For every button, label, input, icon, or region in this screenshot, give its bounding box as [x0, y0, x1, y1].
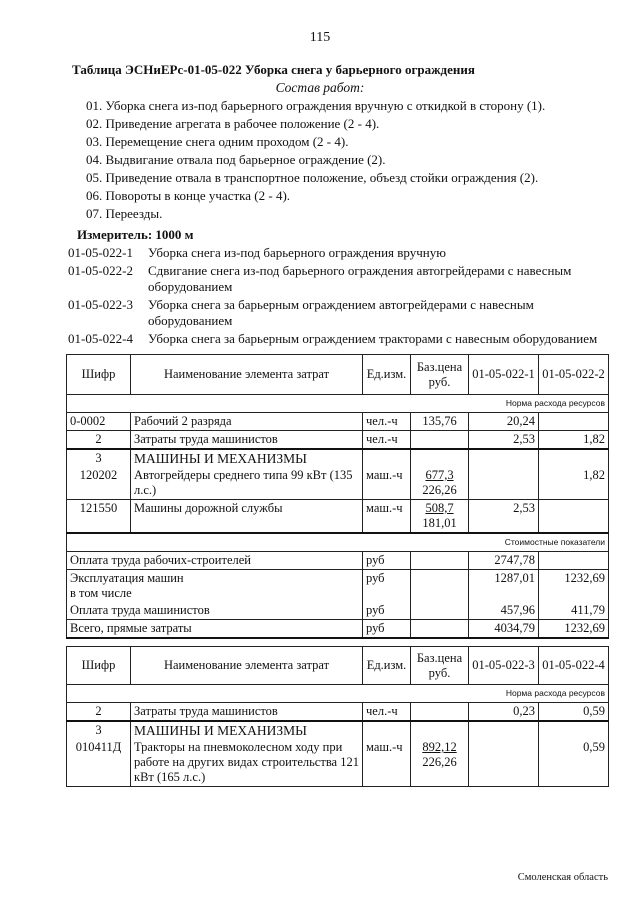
price-machinist: 226,26	[422, 755, 457, 769]
col-header-price: Баз.цена руб.	[411, 355, 469, 395]
cost-label-row	[67, 533, 609, 552]
price-machinist: 181,01	[422, 516, 457, 530]
row-value-2	[539, 413, 609, 431]
col-header-code-3: 01-05-022-3	[469, 647, 539, 685]
row-price	[411, 500, 469, 534]
row-code: 010411Д	[67, 739, 131, 787]
row-unit: чел.-ч	[363, 431, 411, 450]
row-name: Автогрейдеры среднего типа 99 кВт (135 л.с.)	[131, 467, 363, 500]
row-code: 120202	[67, 467, 131, 500]
work-item: 05. Приведение отвала в транспортное положение, объезд стойки ограждения (2).	[86, 170, 539, 185]
col-header-code-1: 01-05-022-1	[469, 355, 539, 395]
col-header-code-2: 01-05-022-2	[539, 355, 609, 395]
resource-table-2	[66, 646, 609, 787]
code-description: Уборка снега из-под барьерного ограждения вручную	[148, 245, 446, 260]
cost-unit: руб	[363, 570, 411, 603]
col-header-name: Наименование элемента затрат	[131, 355, 363, 395]
work-item: 04. Выдвигание отвала под барьерное ограждение (2).	[86, 152, 386, 167]
row-unit: маш.-ч	[363, 739, 411, 787]
table-row	[67, 413, 609, 431]
code-row	[68, 263, 608, 295]
row-unit: маш.-ч	[363, 467, 411, 500]
code-row	[68, 245, 608, 261]
norm-label-row	[67, 685, 609, 703]
work-list	[86, 97, 545, 223]
cost-row	[67, 552, 609, 570]
col-header-shifr: Шифр	[67, 355, 131, 395]
norm-label-row	[67, 395, 609, 413]
price-machinist: 226,26	[422, 483, 457, 497]
cost-unit: руб	[363, 552, 411, 570]
row-name: Машины дорожной службы	[131, 500, 363, 534]
col-header-unit: Ед.изм.	[363, 647, 411, 685]
row-code: 3	[67, 721, 131, 739]
code-description: Уборка снега за барьерным ограждением автогрейдерами с навесным оборудованием	[148, 297, 534, 328]
row-value-1	[469, 467, 539, 500]
page-number: 115	[309, 30, 331, 45]
code-number: 01-05-022-1	[68, 245, 133, 260]
cost-value-2	[539, 552, 609, 570]
measure-unit: Измеритель: 1000 м	[77, 227, 194, 242]
row-price: 135,76	[411, 413, 469, 431]
work-item: 07. Переезды.	[86, 206, 163, 221]
row-code: 121550	[67, 500, 131, 534]
cost-value-2: 1232,69	[539, 620, 609, 639]
section-title: МАШИНЫ И МЕХАНИЗМЫ	[131, 721, 363, 739]
table-header-row	[67, 355, 609, 395]
row-code: 3	[67, 449, 131, 467]
table-row	[67, 467, 609, 500]
row-name: Затраты труда машинистов	[131, 703, 363, 722]
col-header-unit: Ед.изм.	[363, 355, 411, 395]
cost-value-1: 1287,01	[469, 570, 539, 603]
row-value-2: 0,59	[539, 703, 609, 722]
col-header-name: Наименование элемента затрат	[131, 647, 363, 685]
cost-row	[67, 602, 609, 620]
cost-value-1: 2747,78	[469, 552, 539, 570]
row-unit: чел.-ч	[363, 703, 411, 722]
cost-name: Всего, прямые затраты	[67, 620, 363, 639]
cost-name: Оплата труда машинистов	[67, 602, 363, 620]
row-name: Затраты труда машинистов	[131, 431, 363, 450]
cost-unit: руб	[363, 602, 411, 620]
row-value-1: 2,53	[469, 431, 539, 450]
code-row	[68, 297, 608, 329]
cost-row	[67, 570, 609, 603]
cost-unit: руб	[363, 620, 411, 639]
price-machine: 677,3	[425, 468, 454, 482]
row-code: 2	[67, 431, 131, 450]
resource-table-1	[66, 354, 609, 639]
cost-name: Оплата труда рабочих-строителей	[67, 552, 363, 570]
row-code: 0-0002	[67, 413, 131, 431]
table-row	[67, 739, 609, 787]
work-composition-heading: Состав работ:	[275, 80, 365, 95]
cost-label: Стоимостные показатели	[67, 533, 609, 552]
footer-region: Смоленская область	[517, 872, 608, 883]
row-value-1: 2,53	[469, 500, 539, 534]
work-item: 03. Перемещение снега одним проходом (2 - 4).	[86, 134, 349, 149]
col-header-price: Баз.цена руб.	[411, 647, 469, 685]
total-row	[67, 620, 609, 639]
row-value-2: 0,59	[539, 739, 609, 787]
table-header-row	[67, 647, 609, 685]
work-item: 02. Приведение агрегата в рабочее положение (2 - 4).	[86, 116, 380, 131]
cost-value-1: 457,96	[469, 602, 539, 620]
work-item: 01. Уборка снега из-под барьерного ограждения вручную с откидкой в сторону (1).	[86, 98, 546, 113]
row-value-2	[539, 500, 609, 534]
row-value-2: 1,82	[539, 467, 609, 500]
code-list	[68, 245, 608, 349]
cost-value-2: 1232,69	[539, 570, 609, 603]
cost-value-1: 4034,79	[469, 620, 539, 639]
section-row	[67, 721, 609, 739]
price-machine: 508,7	[425, 501, 454, 515]
code-number: 01-05-022-2	[68, 263, 133, 278]
col-header-shifr: Шифр	[67, 647, 131, 685]
cost-name: Эксплуатация машин в том числе	[67, 570, 363, 603]
code-description: Сдвигание снега из-под барьерного ограждения автогрейдерами с навесным оборудованием	[148, 263, 572, 294]
table-title: Таблица ЭСНиЕРс-01-05-022 Уборка снега у барьерного ограждения	[72, 62, 475, 77]
col-header-code-4: 01-05-022-4	[539, 647, 609, 685]
row-value-1: 0,23	[469, 703, 539, 722]
table-row	[67, 431, 609, 450]
work-item: 06. Повороты в конце участка (2 - 4).	[86, 188, 291, 203]
row-price	[411, 467, 469, 500]
code-description: Уборка снега за барьерным ограждением тракторами с навесным оборудованием	[148, 331, 598, 346]
code-row	[68, 331, 608, 347]
row-value-2: 1,82	[539, 431, 609, 450]
row-unit: маш.-ч	[363, 500, 411, 534]
table-row	[67, 703, 609, 722]
row-name: Рабочий 2 разряда	[131, 413, 363, 431]
row-code: 2	[67, 703, 131, 722]
code-number: 01-05-022-4	[68, 331, 133, 346]
row-unit: чел.-ч	[363, 413, 411, 431]
row-name: Тракторы на пневмоколесном ходу при работе на других видах строительства 121 кВт (165 л.с.)	[131, 739, 363, 787]
section-row	[67, 449, 609, 467]
norm-label: Норма расхода ресурсов	[67, 685, 609, 703]
price-machine: 892,12	[422, 740, 457, 754]
cost-value-2: 411,79	[539, 602, 609, 620]
code-number: 01-05-022-3	[68, 297, 133, 312]
norm-label: Норма расхода ресурсов	[67, 395, 609, 413]
row-value-1: 20,24	[469, 413, 539, 431]
section-title: МАШИНЫ И МЕХАНИЗМЫ	[131, 449, 363, 467]
incl-label: в том числе	[70, 586, 132, 600]
row-price	[411, 739, 469, 787]
row-value-1	[469, 739, 539, 787]
table-row	[67, 500, 609, 534]
